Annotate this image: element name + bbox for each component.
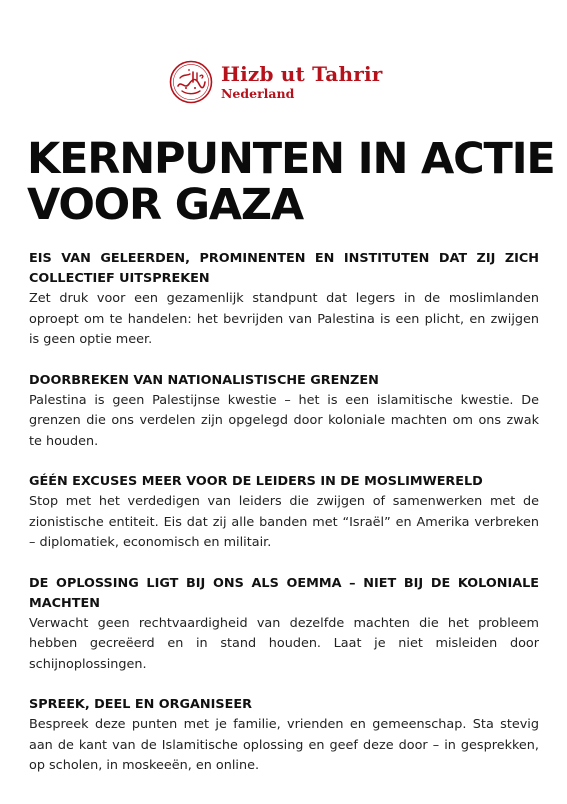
brand-logo: [169, 58, 382, 106]
brand-country: Nederland: [221, 85, 295, 101]
page-title: [27, 134, 555, 230]
section-body: Bespreek deze punten met je familie, vrienden en gemeenschap. Sta stevig aan de kant van de Islamitische oplossing en geef deze door – in gesprekken, op scholen, in moskeeën, en online.: [29, 717, 539, 773]
section-heading: DOORBREKEN VAN NATIONALISTISCHE GRENZEN: [29, 372, 379, 388]
section-body: Palestina is geen Palestijnse kwestie – het is een islamitische kwestie. De grenzen die ons verdelen zijn opgelegd door koloniale machten om ons zwak te houden.: [29, 392, 539, 449]
arabic-calligraphy-emblem-icon: [169, 60, 213, 104]
section-heading: GÉÉN EXCUSES MEER VOOR DE LEIDERS IN DE MOSLIMWERELD: [29, 474, 483, 489]
section-4: [29, 574, 539, 676]
section-heading: SPREEK, DEEL EN ORGANISEER: [29, 697, 252, 712]
section-heading: DE OPLOSSING LIGT BIJ ONS ALS OEMMA – NIET BIJ DE KOLONIALE MACHTEN: [29, 575, 539, 611]
brand-text: [221, 61, 383, 101]
section-5: [29, 695, 539, 777]
section-3: [29, 472, 539, 554]
section-body: Verwacht geen rechtvaardigheid van dezelfde machten die het probleem hebben gecreëerd en in stand houden. Laat je niet misleiden door schijnoplossingen.: [29, 615, 539, 672]
section-2: [29, 371, 539, 453]
section-body: Stop met het verdedigen van leiders die zwijgen of samenwerken met de zionistische entiteit. Eis dat zij alle banden met “Israël” en Amerika verbreken – diplomatiek, economisch en militair.: [29, 494, 539, 550]
sections-list: [29, 249, 539, 797]
brand-name: Hizb ut Tahrir: [221, 61, 383, 86]
section-body: Zet druk voor een gezamenlijk standpunt dat legers in de moslimlanden oproept om te handelen: het bevrijden van Palestina is een plicht, en zwijgen is geen optie meer.: [29, 291, 539, 347]
section-1: [29, 249, 539, 351]
page-title-line-1: KERNPUNTEN IN ACTIE: [27, 134, 555, 184]
page-title-line-2: VOOR GAZA: [27, 180, 303, 230]
section-heading: EIS VAN GELEERDEN, PROMINENTEN EN INSTITUTEN DAT ZIJ ZICH COLLECTIEF UITSPREKEN: [29, 251, 539, 286]
